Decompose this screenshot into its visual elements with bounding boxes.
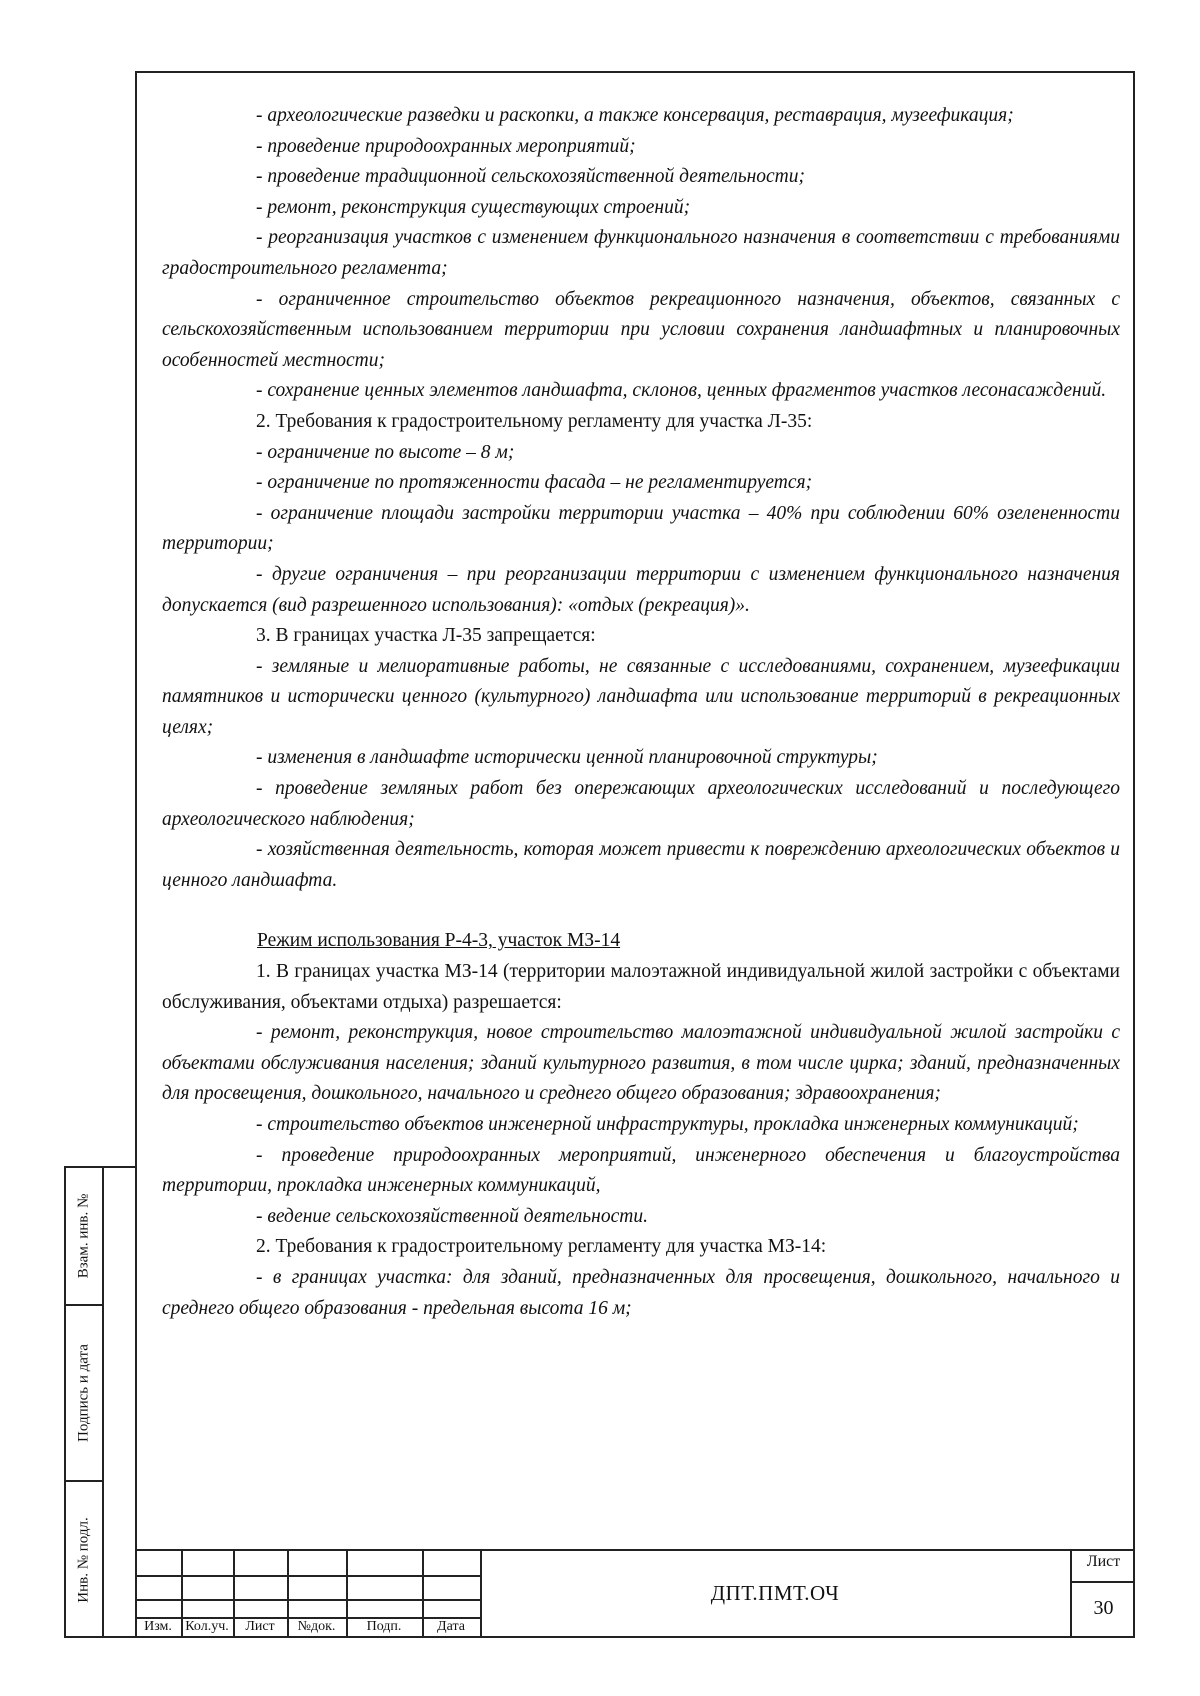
- col-kol-uch: Кол.уч.: [185, 1619, 229, 1634]
- side-stamp: [64, 1166, 135, 1638]
- document-code: ДПТ.ПМТ.ОЧ: [710, 1581, 840, 1605]
- paragraph: - земляные и мелиоративные работы, не связанные с исследованиями, сохранением, музеефикации памятников и исторически ценного (культурного) ландшафта или использование территорий в рекреационных целях;: [162, 655, 1120, 738]
- col-list: Лист: [245, 1619, 275, 1634]
- blank-line: [162, 896, 1120, 926]
- podpis-cell: [66, 1306, 102, 1482]
- section-heading: 1. В границах участка МЗ-14 (территории малоэтажной индивидуальной жилой застройки с объектами обслуживания, объектами отдыха) разрешается:: [162, 961, 1120, 1013]
- title-block-row-line: [135, 1599, 480, 1601]
- section-heading: 2. Требования к градостроительному регламенту для участка МЗ-14:: [256, 1236, 827, 1258]
- inv-cell: [66, 1482, 102, 1638]
- paragraph: - хозяйственная деятельность, которая может привести к повреждению археологических объектов и ценного ландшафта.: [162, 839, 1120, 891]
- paragraph: - проведение земляных работ без опережающих археологических исследований и последующего археологического наблюдения;: [162, 778, 1120, 830]
- section-heading: 2. Требования к градостроительному регламенту для участка Л-35:: [256, 410, 813, 432]
- paragraph: - ограниченное строительство объектов рекреационного назначения, объектов, связанных с сельскохозяйственным использованием территории при условии сохранения ландшафтных и планировочных особенностей местности;: [162, 288, 1120, 371]
- paragraph: - проведение природоохранных мероприятий, инженерного обеспечения и благоустройства территории, прокладка инженерных коммуникаций,: [162, 1144, 1120, 1197]
- paragraph: - ограничение площади застройки территории участка – 40% при соблюдении 60% озелененности территории;: [162, 502, 1120, 555]
- paragraph: - ремонт, реконструкция, новое строительство малоэтажной индивидуальной жилой застройки с объектами обслуживания населения; зданий культурного развития, в том числе цирка; зданий, предназначенных для просвещения, дошкольного, начального и среднего общего образования; здравоохранения;: [162, 1022, 1120, 1105]
- paragraph: - изменения в ландшафте исторически ценной планировочной структуры;: [256, 747, 878, 769]
- vzam-cell: [66, 1168, 102, 1306]
- paragraph: - ведение сельскохозяйственной деятельности.: [256, 1205, 648, 1227]
- paragraph: - сохранение ценных элементов ландшафта, склонов, ценных фрагментов участков лесонасаждений.: [256, 380, 1107, 402]
- side-stamp-column: [66, 1168, 104, 1636]
- regime-heading: Режим использования Р-4-3, участок МЗ-14: [257, 930, 621, 952]
- paragraph: - ограничение по протяженности фасада – не регламентируется;: [256, 472, 813, 494]
- paragraph: - археологические разведки и раскопки, а также консервация, реставрация, музеефикация;: [256, 105, 1014, 126]
- col-podp: Подп.: [366, 1619, 402, 1634]
- inv-label: Инв. № подл.: [75, 1517, 92, 1603]
- sheet-number: 30: [1093, 1596, 1114, 1619]
- paragraph: - ремонт, реконструкция существующих строений;: [256, 196, 691, 218]
- paragraph: - проведение природоохранных мероприятий;: [256, 135, 636, 157]
- vzam-label: Взам. инв. №: [75, 1193, 92, 1279]
- document-body: [162, 101, 1120, 1324]
- sheet-label: Лист: [1086, 1553, 1121, 1570]
- col-ndok: №док.: [297, 1619, 336, 1634]
- paragraph: - строительство объектов инженерной инфраструктуры, прокладка инженерных коммуникаций;: [256, 1114, 1079, 1135]
- podpis-label: Подпись и дата: [75, 1344, 92, 1442]
- paragraph: - в границах участка: для зданий, предназначенных для просвещения, дошкольного, начального и среднего общего образования - предельная высота 16 м;: [162, 1266, 1120, 1319]
- col-data: Дата: [437, 1619, 465, 1634]
- col-izm: Изм.: [144, 1619, 172, 1634]
- paragraph: - другие ограничения – при реорганизации территории с изменением функционального назначения допускается (вид разрешенного использования): «отдых (рекреация)».: [162, 563, 1120, 616]
- paragraph: - ограничение по высоте – 8 м;: [256, 441, 515, 463]
- paragraph: - реорганизация участков с изменением функционального назначения в соответствии с требованиями градостроительного регламента;: [162, 227, 1120, 279]
- section-heading: 3. В границах участка Л-35 запрещается:: [256, 625, 596, 647]
- title-block-row-line: [135, 1575, 480, 1577]
- paragraph: - проведение традиционной сельскохозяйственной деятельности;: [256, 166, 805, 188]
